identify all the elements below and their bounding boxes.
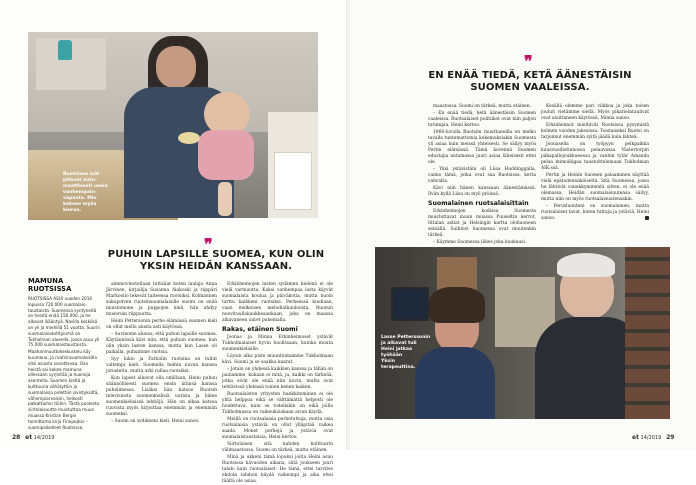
right-column-2: [541, 104, 649, 228]
body-paragraph: Ruotsalaisten yritysten hankkimminen ei ole yhtä helppoa eikä se välttämättä helposti ole hoidettava, kuin se todellakin on eikä joilla Tukholmassa on vaikeuksiakaan aivan käydä.: [222, 392, 333, 415]
body-paragraph: 1960-luvulla Ruotsiin muuttaneilla on melko tavalla tuntemattomia kokemuksiakin Suomesta yli asiaa kuin meissä yhteisesti. Se säilyy myös Pertin elämässä. Tämä kovennä Suomen edustajia antamassa juuri asiaa läheisesti ettei ole.: [428, 130, 536, 165]
page-number: 28: [12, 434, 21, 441]
body-paragraph: Siirtolaisen sitä kahden kulttuurin välimaastossa, Suomi on tärkeä, mutta etäinen.: [222, 442, 333, 453]
body-paragraph: Kun lapset alkavat olla omillaan, Heini puhuu säännöllisesti suomea ensin äitinsä kanssa puhelimessa. Lisäksi hän katsoo Ruotsin televisiosta suomenkielisiä uutisia ja lukee suomenkielisissä lehtiöjä. Hän on alkaa katsoa ruuvista myös kirjoittaa enemmän ja enemmän suomeksi.: [106, 376, 217, 417]
right-column-1: [428, 104, 536, 245]
family-kitchen-photo: [28, 32, 318, 218]
folio-left: [12, 434, 54, 441]
end-mark-icon: [645, 216, 649, 220]
issue-number: 14/2019: [640, 435, 662, 441]
body-paragraph: Joonas ja Minna Erkinheimoset ystävät Tukholmalaiset hyvin huolissaan, kuinka muuta suomenkielisille.: [222, 335, 333, 352]
photo-caption-right: Lasse Petterssonin ja alkavat tuli Heini jatkaa työhään Yksin terapeuttina.: [381, 335, 431, 370]
quote-mark-icon: ❞: [204, 235, 213, 254]
page-number: 29: [666, 434, 675, 441]
page-gutter: [346, 0, 350, 450]
body-paragraph: – Suomi on sydämeni kieli, Heini sanoo.: [111, 419, 200, 424]
body-paragraph: – Käymme Suomessa lähes joka kuukausi.: [433, 240, 527, 245]
issue-number: 14/2019: [33, 435, 55, 441]
body-paragraph: – Perusluonteni on suomalainen, mutta ruotsalaiset tavat, kuten tuttuja ja ystäviä, Heini sanoo.: [541, 204, 649, 221]
body-paragraph: Kesällä olemme pari viikkoa ja joka toisen jouluń vietämme siellä. Myös pikarieintaulivat ovat aloittaneen käytössä, Minna sanoo.: [541, 104, 649, 121]
body-paragraph: Erkinheimojen lasten sydämen kielenä ei ole vielä varmuutta. Kaksi vanhempaa lasta käyvät suomalaista koulua ja päiväkotia, mutta nuoin tarttu kaikkeni ruotsiksi. Perheessä kuullaan, vaan melkoisen melodiatkauhoista, Ruotsin nuovituullakaukkeaankaan, joka on maassa aikavaneen uutet puhemalla.: [222, 282, 333, 323]
body-paragraph: Joonasella on työpyyn pelkpaikka kuusvuodiotinnossa pelaavassa Västertorpin jalkapallojoukkueessa ja vanhin tytär Amanda pelaa mimoiliigaa taustoittelemaan Tukholman AIK:ssä.: [541, 142, 649, 171]
body-paragraph: Löysin alka piste muuntiumamme Tukholmaan kävi. Suomi ja se saakka kaarat.: [222, 354, 333, 365]
pull-quote-left: PUHUIN LAPSILLE SUOMEA, KUN OLIN YKSIN HEIDÄN KANSSAAN.: [107, 249, 325, 272]
left-column-1: [106, 282, 217, 430]
body-paragraph: Meillä on ruotsalaisia perhetuttuja, mutta osia ruotsalaisia ystäviä on ollut ylläpitää vaikea saada. Monet perhejä ja ystäviä ovat suomalaistaustaisia, Heini kertoo.: [222, 417, 333, 440]
sidebar-body: [28, 296, 100, 431]
sidebar-paragraph: RUOTSISSA ASUI vuoden 2016 lopussa 720 000 suomalais-taustaista. Suomessa syntyneitä on heistä enää 150 000, ja he alkavat ikääntyä. Nasilla keskiikä on yli ja miehillä 51 vuotta. Suurin suomalaisekstityinmä on Tukholman alueella, jossa asuu yli 75 000 suomalaistaustaista.: [28, 296, 100, 348]
sidebar-title: MAMUNA RUOTSISSA: [28, 277, 72, 293]
body-paragraph: – Jotain on yhdessä kaikkien kanssa ja tähän on painamme, kukaan ei mitä, ja, kaikki on tärkeää, jotka eivät ole enää niin kovin, mutta ovat tehtävissä yhdessä toinen kenen kaiken.: [222, 367, 333, 390]
body-paragraph: Erkinheimojen kodissa Suomesta muistuttavat muun muassa Puuseltin kerrot, Iittalan astiat ja Helsingin kartta olohuoneen seinällä. Suihinvi Suomessa ovat muutenkin tärkeä.: [428, 209, 536, 238]
quote-mark-icon: ❞: [524, 52, 533, 71]
body-paragraph: Minä ja ukkeni tämä lopuksi joilta Heini asuu Ruotsissa kävuoden aikana, siitä joukseen juuri tahdo kuin ruotsalaiset. He tämä, ettei tarvitse ehdoin tahdoin käydä vaikeimpi ja aika ettei täältä ole asiaa.: [222, 455, 333, 484]
body-paragraph: Kävi niin hänen kanssaan äänestämässä. Ilvän kyllä Liisa on myö pröissä.: [428, 186, 536, 197]
folio-right: [632, 434, 674, 441]
subheading: Rakas, etäinen Suomi: [222, 326, 298, 333]
body-paragraph: Erkinheimot mieltävät Ruotsissa pysymistä kolmen vuoden jaksoissa. Toistaiseksi Ruotsi on tarjonnut enemmän syitä jäädä kuin lähteä.: [541, 123, 649, 140]
body-paragraph: maastossa. Suomi on tärkeä, mutta etäinen.: [433, 104, 532, 109]
left-column-2: [222, 282, 333, 484]
photo-caption-left: Ruotsissa isät pitävät auto- maattisesti usein vanhempain- vapaata. Mio keksee myös kiurua.: [63, 172, 108, 213]
body-paragraph: – Suvinome alunsa, että puhun lapsille suomea. Käytännössä kävi niin, että puhuin suomea, kun olin yksin lasten kanssa, mutta kun Lasse oli paikalla, puhuimme ruotsia.: [106, 332, 217, 355]
magazine-logo: et: [632, 434, 639, 441]
magazine-logo: et: [25, 434, 33, 441]
body-paragraph: aimmovmotellaan tuttaliat kuten laulaja Anna Järvinen, kirjailija Susanna Alakoski ja räppäri Markoolio tekevät taiteensa ruotsiksi. Kolmannen sukupolven ruotsinsuomalaisille suomi on enää muistomone ja puppojen kieli, hän uhdyy museruin riippuutta.: [106, 282, 217, 317]
pull-quote-right: EN ENÄÄ TIEDÄ, KETÄ ÄÄNESTÄISIN SUOMEN VAALEISSA.: [428, 70, 632, 93]
sidebar-paragraph: Maahanmuuttokeskustelu käy kuumana, ja ruotsinsuomalaisilla olisi asiasta sanottavaa. Osa heistä sai kokea mamuna ollessaan syrjintää ja huonoja asenteita. Suomen kieltä ja kulttuuria vähätyttiin ja suomalaisia pidettiin sivistyksiltä, vähempiarvoisiin, heikosti palkattuihin töihin. Tästä puolesta siirtolaisuutta muistuttaa muun muassa Kristian Bergin toimittama kirja Finnpojkar – suomipoikelleet Ruotsissa.: [28, 349, 100, 430]
body-paragraph: Heini Pettersonin perhe elämässä suomen kieli on ollut mellu alusta asti käytössä.: [106, 319, 217, 330]
body-paragraph: Syy lukio ja Fattiolin ruotsina on tullut valtempi kieli. Suomella heihin nuvan kanssa jutusteltu, mutta arki rullaa ruotsiksi.: [106, 357, 217, 374]
body-paragraph: Pertin ja Heinin Suomen palaaminen näyttää vielä epätodennäköiseltä. Sitä Suomessa, jossa he lähtivät vanukkymmentä sitten, ei ole enää olemassa. Heidän suomalaisuutensa säilyy, mutta niin on myös ruotsalaisuutensakin.: [541, 173, 649, 202]
body-paragraph: – Yksi ystävistäni oli Liisa Huddinggalla, vaimo tämä, jotka ovat saa Ruotsissa, kerta vahvalta.: [428, 167, 536, 184]
subheading: Suomalainen ruotsalaisittain: [428, 200, 529, 207]
body-paragraph: – En enää tiedä, ketä äänestäisin Suomen vaaleissa. Ruotsalaiset politiikot ovat niin paljon tutumpia, Heini kertoo.: [428, 111, 536, 128]
couple-home-photo: [375, 247, 670, 419]
